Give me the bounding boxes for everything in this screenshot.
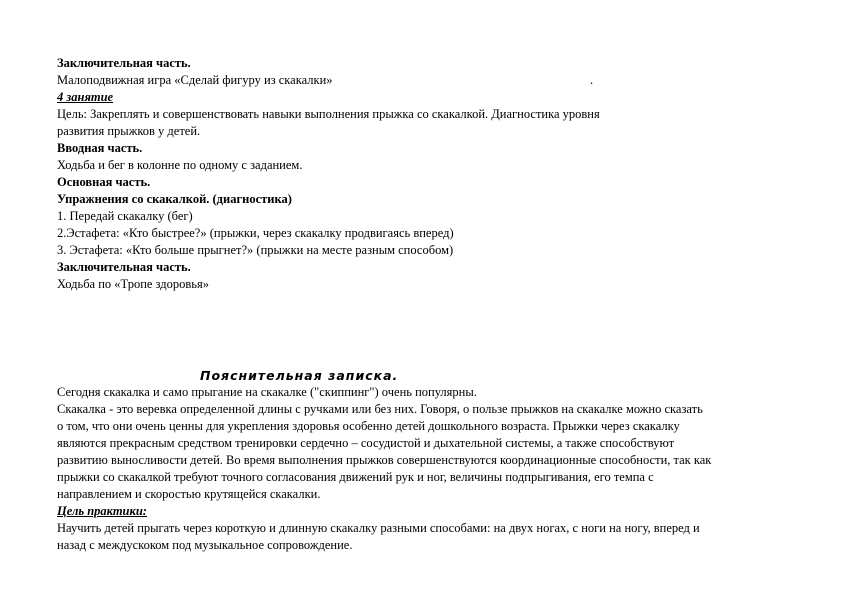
intro-line: Ходьба и бег в колонне по одному с заданием. xyxy=(57,158,303,172)
exercises-heading: Упражнения со скакалкой. (диагностика) xyxy=(57,192,292,206)
stray-dot: . xyxy=(590,73,594,87)
note-line: развитию выносливости детей. Во время выполнения прыжков совершенствуются координационные способности, так как xyxy=(57,453,712,467)
section-heading-final: Заключительная часть. xyxy=(57,56,191,70)
game-line: Малоподвижная игра «Сделай фигуру из скакалки» xyxy=(57,73,333,87)
note-line: Сегодня скакалка и само прыгание на скакалке ("скиппинг") очень популярны. xyxy=(57,385,477,399)
goal-line-2: развития прыжков у детей. xyxy=(57,124,201,138)
section-heading-final-2: Заключительная часть. xyxy=(57,260,191,274)
lesson-number: 4 занятие xyxy=(57,90,114,104)
note-line: направлением и скоростью крутящейся скакалки. xyxy=(57,487,321,501)
exercise-item-3: 3. Эстафета: «Кто больше прыгнет?» (прыжки на месте разным способом) xyxy=(57,243,454,257)
goal-line-1: Цель: Закреплять и совершенствовать навыки выполнения прыжка со скакалкой. Диагностика уровня xyxy=(57,107,600,121)
exercise-item-2: 2.Эстафета: «Кто быстрее?» (прыжки, через скакалку продвигаясь вперед) xyxy=(57,226,454,240)
note-line: прыжки со скакалкой требуют точного согласования движений рук и ног, величины подпрыгивания, его темпа с xyxy=(57,470,654,484)
note-title: Пояснительная записка. xyxy=(200,368,399,383)
practice-goal-line-2: назад с междускоком под музыкальное сопровождение. xyxy=(57,538,353,552)
section-heading-main: Основная часть. xyxy=(57,175,151,189)
final-line: Ходьба по «Тропе здоровья» xyxy=(57,277,209,291)
practice-goal-heading: Цель практики: xyxy=(57,504,147,518)
exercise-item-1: 1. Передай скакалку (бег) xyxy=(57,209,193,223)
note-line: Скакалка - это веревка определенной длины с ручками или без них. Говоря, о пользе прыжков на скакалке можно сказать xyxy=(57,402,703,416)
section-heading-intro: Вводная часть. xyxy=(57,141,143,155)
note-line: о том, что они очень ценны для укрепления здоровья особенно детей дошкольного возраста. Прыжки через скакалку xyxy=(57,419,680,433)
note-line: являются прекрасным средством тренировки сердечно – сосудистой и дыхательной системы, а также способствуют xyxy=(57,436,675,450)
practice-goal-line-1: Научить детей прыгать через короткую и длинную скакалку разными способами: на двух ногах, с ноги на ногу, вперед и xyxy=(57,521,700,535)
